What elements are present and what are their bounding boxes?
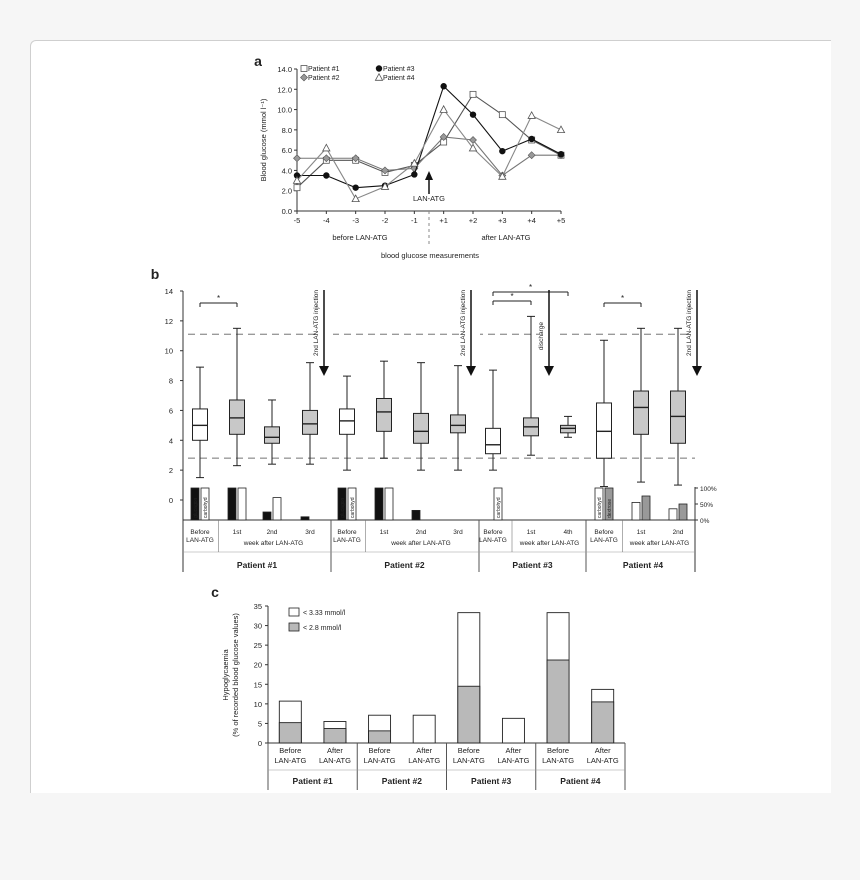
panel-b-group-label: LAN-ATG: [186, 537, 214, 544]
panel-a-legend-marker: [301, 74, 308, 81]
panel-a-ytick-label: 6.0: [281, 146, 292, 156]
panel-b-treatment-bar: [301, 517, 309, 520]
panel-b-patient-label: Patient #2: [384, 560, 425, 570]
panel-c-category-label: LAN-ATG: [274, 756, 307, 765]
panel-b-right-tick-label: 0%: [700, 518, 710, 525]
panel-c-patient-label: Patient #2: [381, 776, 422, 786]
panel-b-group-label: 4th: [563, 529, 573, 536]
panel-b-group-label: 2nd: [266, 529, 278, 536]
panel-b-sig-star: *: [216, 294, 221, 303]
panel-b-box: [303, 410, 318, 434]
panel-a-annot-arrowhead: [425, 171, 433, 180]
panel-a-xlabel: blood glucose measurements: [381, 251, 479, 260]
panel-a-legend-marker: [376, 65, 382, 71]
panel-c-category-label: After: [594, 746, 611, 755]
panel-a-point: [294, 155, 301, 162]
panel-b-group-label: Before: [594, 529, 614, 536]
panel-a-point: [499, 148, 505, 154]
panel-b-treatment-bar: [273, 498, 281, 520]
panel-b-ytick-label: 12: [164, 316, 173, 326]
panel-a-point: [470, 111, 476, 117]
panel-b-arrow-label: 2nd LAN-ATG injection: [313, 290, 320, 356]
panel-b-group-caption: week after LAN-ATG: [629, 540, 690, 547]
panel-b-ytick-label: 0: [168, 496, 173, 505]
panel-c-patient-label: Patient #1: [292, 776, 333, 786]
panel-b-patient-label: Patient #4: [622, 560, 664, 570]
panel-b-group-label: 1st: [526, 529, 536, 536]
panel-a-legend-label: Patient #4: [383, 75, 415, 82]
panel-b-group-label: 2nd: [672, 529, 684, 536]
panel-c-ytick-label: 35: [253, 602, 262, 611]
panel-c-ytick-label: 15: [253, 680, 262, 690]
panel-b-treatment-label: carbohyd: [597, 497, 603, 518]
panel-b-group-label: Before: [190, 529, 210, 536]
panel-c-ylabel: Hypoglycaemia: [221, 649, 230, 701]
panel-b-right-tick-label: 50%: [700, 502, 714, 509]
panel-b-box: [561, 425, 576, 432]
panel-c-ytick-label: 0: [257, 739, 262, 748]
panel-a-group-label: before LAN-ATG: [332, 233, 388, 242]
panel-a-xtick-label: +2: [468, 216, 478, 225]
panel-b-treatment-bar: [412, 510, 420, 520]
panel-a-xtick-label: -4: [322, 216, 330, 225]
panel-b-treatment-bar: [679, 504, 687, 520]
panel-b-group-caption: week after LAN-ATG: [391, 540, 451, 547]
panel-a-point: [528, 136, 534, 142]
panel-a-legend-marker: [301, 66, 307, 72]
panel-a-xtick-label: -2: [381, 216, 389, 225]
panel-a-xtick-label: +4: [527, 216, 536, 225]
panel-a-point: [440, 83, 446, 89]
panel-a-xtick-label: +5: [556, 216, 566, 225]
panel-b-group-label: LAN-ATG: [590, 537, 618, 544]
panel-c-bar: [279, 723, 301, 743]
panel-b-box: [265, 427, 280, 443]
panel-b-patient-label: Patient #1: [236, 560, 278, 570]
panel-c-bar: [502, 718, 524, 743]
panel-b-arrow-head: [319, 366, 329, 376]
panel-c-category-label: Before: [368, 746, 391, 755]
panel-c-bar: [547, 660, 569, 743]
panel-b-patient-label: Patient #3: [512, 560, 553, 570]
panel-a-point: [323, 172, 329, 178]
panel-b-sig-star: *: [510, 292, 514, 301]
panel-b-box: [671, 391, 686, 443]
panel-c-category-label: LAN-ATG: [452, 756, 485, 765]
panel-c-patient-label: Patient #3: [471, 776, 512, 786]
panel-b-arrow-head: [544, 366, 554, 376]
panel-a-point: [294, 185, 300, 191]
panel-a-point: [528, 152, 535, 159]
panel-a-xtick-label: -3: [352, 216, 360, 225]
panel-a-legend-label: Patient #2: [308, 75, 340, 82]
panel-c-bar: [369, 731, 391, 743]
panel-b-treatment-label: carbohyd: [203, 497, 209, 518]
panel-b-ytick-label: 6: [168, 406, 173, 416]
panel-a-point: [470, 91, 476, 97]
panel-b-group-label: 3rd: [453, 529, 463, 536]
panel-b-right-tick-label: 100%: [700, 486, 717, 493]
panel-c-legend-label: < 2.8 mmol/l: [303, 625, 342, 632]
panel-c-category-label: LAN-ATG: [363, 756, 396, 765]
panel-a-group-label: after LAN-ATG: [481, 233, 531, 242]
panel-b-treatment-bar: [238, 488, 246, 520]
panel-b-treatment-bar: [263, 512, 271, 520]
panel-a-point: [499, 112, 505, 118]
panel-a-ytick-label: 8.0: [281, 125, 292, 135]
panel-a-point: [528, 112, 535, 119]
panel-b-box: [597, 403, 612, 458]
panel-b-box: [451, 415, 466, 433]
panel-a-ytick-label: 2.0: [281, 186, 292, 196]
panel-b-treatment-bar: [228, 488, 236, 520]
panel-b-treatment-bar: [632, 502, 640, 520]
panel-c-ytick-label: 30: [253, 621, 262, 631]
panel-b-box: [230, 400, 245, 434]
panel-a-point: [323, 144, 330, 151]
panel-b-treatment-label: carbohyd: [496, 497, 502, 518]
panel-a-point: [558, 151, 564, 157]
panel-a-ytick-label: 12.0: [277, 85, 292, 95]
panel-c-legend-swatch: [289, 623, 299, 631]
panel-b-treatment-bar: [642, 496, 650, 520]
panel-a-point: [557, 126, 564, 133]
panel-b-group-label: 3rd: [305, 529, 315, 536]
panel-b-box: [634, 391, 649, 434]
panel-b-box: [414, 413, 429, 443]
panel-b-treatment-label: glucagon: [193, 497, 199, 518]
panel-c-legend-swatch: [289, 608, 299, 616]
panel-c-category-label: After: [505, 746, 522, 755]
panel-a-legend-label: Patient #3: [383, 66, 415, 73]
panel-a-xtick-label: +1: [439, 216, 448, 225]
panel-c-ytick-label: 10: [253, 699, 262, 709]
panel-b-treatment-bar: [669, 509, 677, 520]
panel-a-ylabel: Blood glucose (mmol l⁻¹): [259, 98, 268, 182]
panel-b-group-caption: week after LAN-ATG: [519, 540, 580, 547]
panel-c-category-label: After: [416, 746, 433, 755]
panel-b-letter: b: [150, 266, 160, 282]
panel-b-group-label: 1st: [232, 529, 242, 536]
panel-a-ytick-label: 14.0: [277, 65, 292, 74]
panel-b-treatment-bar: [385, 488, 393, 520]
panel-b-group-label: 2nd: [415, 529, 427, 536]
panel-c-bar: [458, 686, 480, 743]
panel-b-sig-star: *: [620, 294, 625, 303]
panel-b-arrow-label: discharge: [538, 322, 545, 351]
panel-c-category-label: LAN-ATG: [497, 756, 530, 765]
panel-b-ytick-label: 2: [168, 466, 173, 476]
panel-b-ytick-label: 8: [168, 376, 173, 386]
panel-c-category-label: LAN-ATG: [318, 756, 351, 765]
panel-b-ytick-label: 14: [164, 287, 173, 296]
panel-b-arrow-head: [692, 366, 702, 376]
panel-c-letter: c: [211, 584, 219, 600]
panel-c-legend-label: < 3.33 mmol/l: [303, 610, 346, 617]
panel-c-bar: [324, 729, 346, 743]
panel-c-category-label: Before: [547, 746, 570, 755]
panel-b-box: [377, 398, 392, 431]
panel-c-ytick-label: 5: [257, 719, 262, 729]
panel-c-category-label: After: [327, 746, 343, 755]
panel-c-ytick-label: 20: [253, 660, 262, 670]
panel-a-point: [352, 184, 358, 190]
panel-b-box: [193, 409, 208, 440]
panel-c-category-label: Before: [457, 746, 480, 755]
panel-b-treatment-label: carbohyd: [350, 497, 356, 518]
panel-b-group-label: Before: [337, 529, 357, 536]
panel-b-group-label: 1st: [379, 529, 389, 536]
panel-c-bar: [592, 702, 614, 743]
panel-b-group-label: LAN-ATG: [479, 537, 507, 544]
panel-b-ytick-label: 10: [164, 346, 173, 356]
panel-c-category-label: LAN-ATG: [586, 756, 619, 765]
panel-c-category-label: LAN-ATG: [542, 756, 575, 765]
panel-b-arrow-label: 2nd LAN-ATG injection: [686, 290, 693, 356]
panel-a-legend-label: Patient #1: [308, 66, 340, 73]
panel-b-arrow-head: [466, 366, 476, 376]
panel-c-category-label: Before: [279, 746, 302, 755]
panel-a-xtick-label: -5: [293, 216, 301, 225]
panel-b-group-label: Before: [483, 529, 503, 536]
panel-c-patient-label: Patient #4: [560, 776, 601, 786]
panel-c-bar: [413, 715, 435, 743]
panel-b-box: [340, 409, 355, 434]
panel-b-group-label: 1st: [636, 529, 646, 536]
panel-b-group-label: LAN-ATG: [333, 537, 361, 544]
panel-b-treatment-bar: [375, 488, 383, 520]
panel-a-annotation: LAN-ATG: [413, 194, 445, 203]
panel-c-ytick-label: 25: [253, 641, 262, 651]
panel-b-ytick-label: 4: [168, 436, 173, 446]
panel-a-ytick-label: 4.0: [281, 166, 292, 176]
panel-b-sig-star: *: [528, 283, 533, 292]
panel-a-point: [440, 106, 447, 113]
panel-c-category-label: LAN-ATG: [408, 756, 441, 765]
panel-b-group-caption: week after LAN-ATG: [243, 540, 304, 547]
panel-a-point: [411, 171, 417, 177]
panel-b-arrow-label: 2nd LAN-ATG injection: [460, 290, 467, 356]
panel-b-box: [486, 428, 501, 453]
panel-a-xtick-label: -1: [410, 216, 418, 225]
panel-c-ylabel: (% of recorded blood glucose values): [231, 613, 240, 737]
panel-b-treatment-label: glucagon: [340, 497, 346, 518]
panel-b-treatment-label: dextrose: [607, 498, 613, 518]
panel-a-letter: a: [254, 53, 262, 69]
panel-a-ytick-label: 0.0: [281, 207, 292, 216]
panel-a-xtick-label: +3: [498, 216, 507, 225]
panel-a-ytick-label: 10.0: [277, 105, 292, 115]
panel-a-legend-marker: [375, 74, 382, 81]
